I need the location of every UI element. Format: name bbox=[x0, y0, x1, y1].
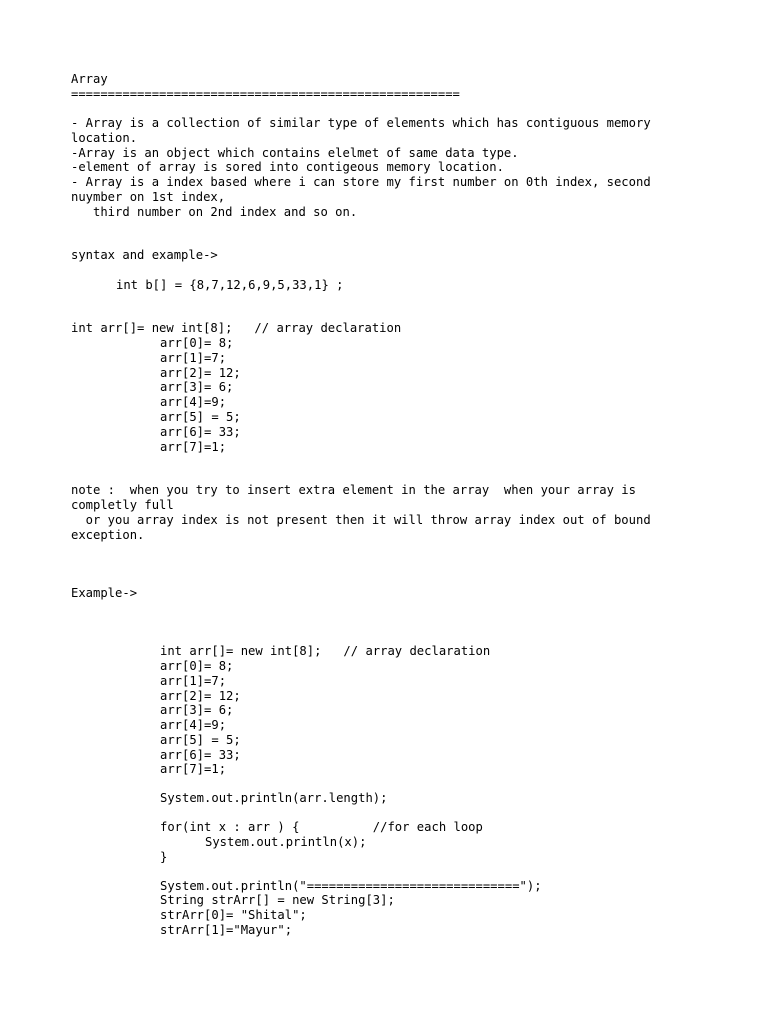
syntax-example-code: int b[] = {8,7,12,6,9,5,33,1} ; bbox=[116, 278, 344, 292]
for-each-loop-code: for(int x : arr ) { //for each loop bbox=[160, 820, 483, 834]
string-array-declaration-code: String strArr[] = new String[3]; bbox=[160, 893, 395, 907]
string-assignment-code: strArr[1]="Mayur"; bbox=[160, 923, 293, 937]
example-assignment-code: arr[2]= 12; bbox=[160, 689, 241, 703]
example-assignment-code: arr[1]=7; bbox=[160, 674, 227, 688]
definition-line: -element of array is sored into contigeous memory location. bbox=[71, 160, 504, 174]
print-length-code: System.out.println(arr.length); bbox=[160, 791, 388, 805]
example-assignment-code: arr[4]=9; bbox=[160, 718, 227, 732]
title-rule: ===================================================== bbox=[71, 87, 460, 101]
example-assignment-code: arr[0]= 8; bbox=[160, 659, 234, 673]
definition-line: nuymber on 1st index, bbox=[71, 190, 226, 204]
note-line: note : when you try to insert extra element in the array when your array is bbox=[71, 483, 636, 497]
definition-line: - Array is a index based where i can store my first number on 0th index, second bbox=[71, 175, 651, 189]
assignment-code: arr[0]= 8; bbox=[160, 336, 234, 350]
note-line: or you array index is not present then it will throw array index out of bound bbox=[71, 513, 651, 527]
example-assignment-code: arr[6]= 33; bbox=[160, 748, 241, 762]
note-line: exception. bbox=[71, 528, 145, 542]
declaration-code: int arr[]= new int[8]; // array declaration bbox=[71, 321, 402, 335]
definition-line: third number on 2nd index and so on. bbox=[71, 205, 358, 219]
example-label: Example-> bbox=[71, 586, 138, 600]
for-each-close-code: } bbox=[160, 850, 168, 864]
page-title: Array bbox=[71, 72, 108, 86]
assignment-code: arr[3]= 6; bbox=[160, 380, 234, 394]
syntax-label: syntax and example-> bbox=[71, 248, 218, 262]
print-separator-code: System.out.println("============================="); bbox=[160, 879, 542, 893]
assignment-code: arr[7]=1; bbox=[160, 440, 227, 454]
example-assignment-code: arr[3]= 6; bbox=[160, 703, 234, 717]
example-declaration-code: int arr[]= new int[8]; // array declaration bbox=[160, 644, 491, 658]
definition-line: - Array is a collection of similar type of elements which has contiguous memory bbox=[71, 116, 651, 130]
for-each-body-code: System.out.println(x); bbox=[205, 835, 367, 849]
assignment-code: arr[6]= 33; bbox=[160, 425, 241, 439]
assignment-code: arr[1]=7; bbox=[160, 351, 227, 365]
assignment-code: arr[2]= 12; bbox=[160, 366, 241, 380]
definition-line: -Array is an object which contains elelmet of same data type. bbox=[71, 146, 519, 160]
example-assignment-code: arr[5] = 5; bbox=[160, 733, 241, 747]
string-assignment-code: strArr[0]= "Shital"; bbox=[160, 908, 307, 922]
example-assignment-code: arr[7]=1; bbox=[160, 762, 227, 776]
note-line: completly full bbox=[71, 498, 174, 512]
assignment-code: arr[4]=9; bbox=[160, 395, 227, 409]
assignment-code: arr[5] = 5; bbox=[160, 410, 241, 424]
definition-line: location. bbox=[71, 131, 138, 145]
